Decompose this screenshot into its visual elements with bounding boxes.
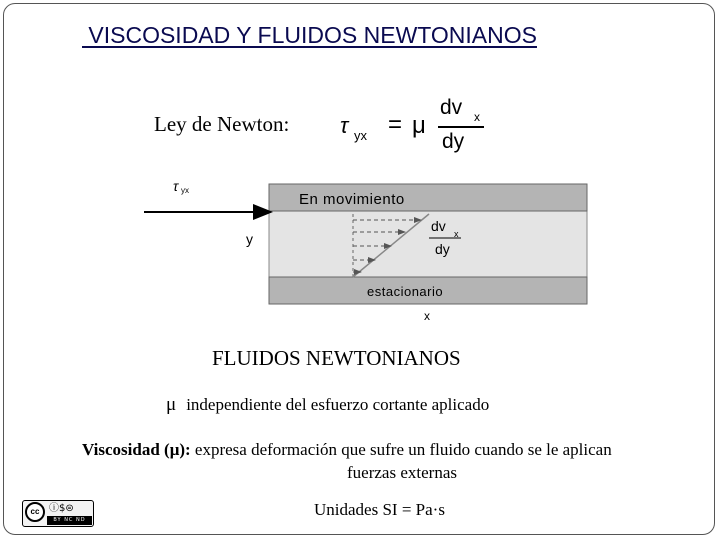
newtonian-heading: FLUIDOS NEWTONIANOS: [212, 346, 461, 370]
slide-title: VISCOSIDAD Y FLUIDOS NEWTONIANOS: [82, 22, 537, 48]
formula-equals: =: [388, 111, 403, 138]
fluid-layer: [269, 211, 587, 277]
si-units: Unidades SI = Pa·s: [314, 500, 445, 519]
newton-law-formula: [340, 96, 500, 156]
mu-symbol: μ: [166, 394, 177, 415]
creative-commons-license-badge[interactable]: [22, 500, 94, 527]
y-axis-label: y: [246, 231, 253, 247]
license-terms-icons: ⓘ$⊜: [49, 503, 74, 514]
formula-mu: μ: [412, 112, 426, 139]
slide-frame: [3, 3, 715, 535]
viscosity-definition-part1: expresa deformación que sufre un fluido cuando se le aplican: [190, 440, 612, 459]
formula-numerator: dv: [440, 96, 463, 119]
formula-tau: τ: [340, 113, 349, 138]
formula-fraction-bar: [438, 126, 484, 128]
formula-denominator: dy: [442, 130, 465, 153]
cc-icon: cc: [25, 502, 45, 522]
diagram-tau-label: τ: [173, 178, 179, 194]
gradient-denominator: dy: [435, 241, 450, 257]
gradient-subscript: x: [454, 229, 459, 239]
viscosity-definition-part2: fuerzas externas: [347, 463, 457, 482]
bottom-plate-label: estacionario: [367, 284, 444, 299]
newton-law-label: Ley de Newton:: [154, 112, 290, 136]
gradient-numerator: dv: [431, 218, 446, 234]
formula-tau-subscript: yx: [354, 128, 367, 143]
formula-numerator-subscript: x: [474, 110, 480, 124]
x-axis-label: x: [424, 309, 430, 323]
license-tags: BY NC ND: [47, 516, 92, 525]
diagram-tau-subscript: yx: [181, 186, 189, 195]
shear-flow-diagram: [139, 174, 599, 324]
top-plate-label: En movimiento: [299, 191, 405, 208]
viscosity-label: Viscosidad (μ):: [82, 440, 191, 459]
mu-statement: independiente del esfuerzo cortante aplicado: [186, 395, 490, 414]
mu-statement-line: [166, 394, 489, 416]
viscosity-definition: [82, 440, 712, 483]
